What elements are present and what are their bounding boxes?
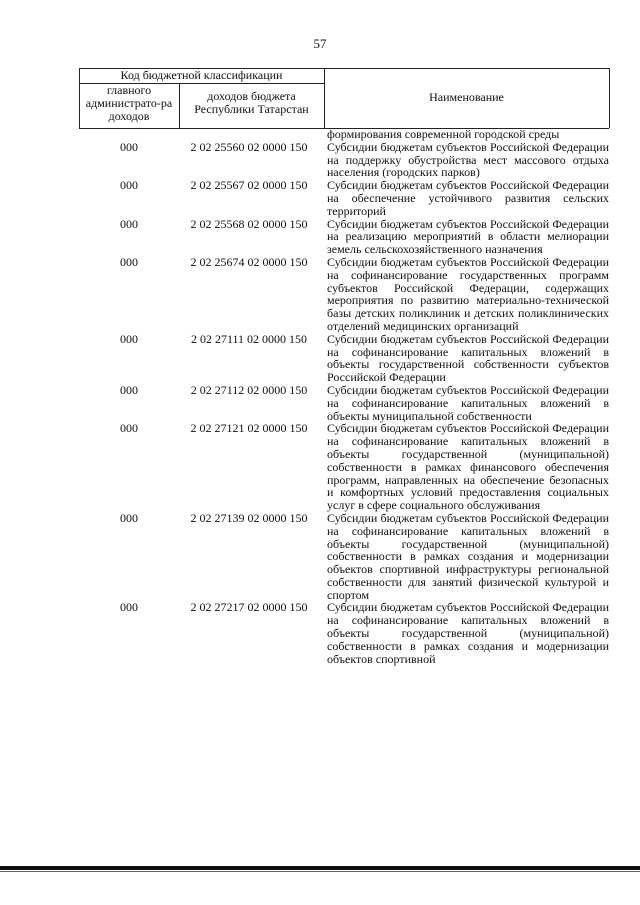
table-row (79, 256, 609, 333)
header-income-label: доходов бюджета Республики Татарстан (194, 89, 309, 116)
page-number: 57 (313, 36, 327, 51)
admin-code: 000 (120, 421, 138, 436)
table-header (79, 68, 609, 128)
admin-code: 000 (120, 382, 138, 397)
row-name: Субсидии бюджетам субъектов Российской Федерации на софинансирование государственных программ субъектов Российской Федерации, содержащих мероприятия по развитию материально-технической базы детских поликлиник и детских поликлинических отделений медицинских организаций (327, 254, 609, 333)
admin-code: 000 (120, 178, 138, 193)
header-right-border (609, 68, 610, 128)
table-row (79, 141, 609, 179)
continuation-row (79, 128, 609, 141)
income-code: 2 02 27111 02 0000 150 (190, 331, 308, 346)
admin-code: 000 (120, 331, 138, 346)
row-name: Субсидии бюджетам субъектов Российской Федерации на софинансирование капитальных вложений в объекты государственной собственности субъектов Российской Федерации (327, 331, 609, 385)
income-code: 2 02 27139 02 0000 150 (190, 510, 308, 525)
header-admin-label: главного администрато-ра доходов (85, 83, 173, 123)
income-code: 2 02 27217 02 0000 150 (190, 600, 308, 615)
continuation-text: формирования современной городской среды (327, 127, 560, 141)
row-name: Субсидии бюджетам субъектов Российской Федерации на софинансирование капитальных вложений в объекты государственной (муниципальной) собственности в рамках создания и модернизации объектов спортивной инфраструктуры региональной собственности для занятий физической культурой и спортом (327, 510, 609, 602)
admin-code: 000 (120, 510, 138, 525)
income-code: 2 02 27121 02 0000 150 (190, 421, 308, 436)
header-name-label: Наименование (429, 90, 504, 104)
admin-code: 000 (120, 139, 138, 154)
admin-code: 000 (120, 216, 138, 231)
income-code: 2 02 25674 02 0000 150 (190, 254, 308, 269)
income-code: 2 02 27112 02 0000 150 (190, 382, 308, 397)
row-name: Субсидии бюджетам субъектов Российской Федерации на софинансирование капитальных вложений в объекты государственной (муниципальной) собственности в рамках финансового обеспечения программ, направленных на обеспечение безопасных и комфортных условий предоставления социальных услуг в сфере социального обслуживания (327, 421, 609, 513)
header-col-divider (179, 83, 180, 128)
row-name: Субсидии бюджетам субъектов Российской Федерации на обеспечение устойчивого развития сельских территорий (327, 178, 609, 218)
scan-bottom-edge (0, 866, 640, 870)
row-name: Субсидии бюджетам субъектов Российской Федерации на софинансирование капитальных вложений в объекты государственной (муниципальной) собственности в рамках создания и модернизации объектов спортивной (327, 600, 609, 666)
scan-bottom-edge-shadow (0, 871, 640, 872)
income-code: 2 02 25567 02 0000 150 (190, 178, 308, 193)
income-code: 2 02 25560 02 0000 150 (190, 139, 308, 154)
row-name: Субсидии бюджетам субъектов Российской Федерации на реализацию мероприятий в области мелиорации земель сельскохозяйственного назначения (327, 216, 609, 257)
admin-code: 000 (120, 600, 138, 615)
table-row (79, 512, 609, 602)
table-row (79, 384, 609, 422)
header-group-label: Код бюджетной классификации (120, 68, 283, 82)
table-row (79, 333, 609, 384)
table-row (79, 422, 609, 512)
admin-code: 000 (120, 254, 138, 269)
row-name: Субсидии бюджетам субъектов Российской Федерации на софинансирование капитальных вложений в объекты муниципальной собственности (327, 382, 609, 423)
table-body (79, 128, 609, 665)
table-row (79, 601, 609, 665)
table-row (79, 179, 609, 217)
row-name: Субсидии бюджетам субъектов Российской Федерации на поддержку обустройства мест массового отдыха населения (городских парков) (327, 139, 609, 180)
income-code: 2 02 25568 02 0000 150 (190, 216, 308, 231)
table-row (79, 218, 609, 256)
